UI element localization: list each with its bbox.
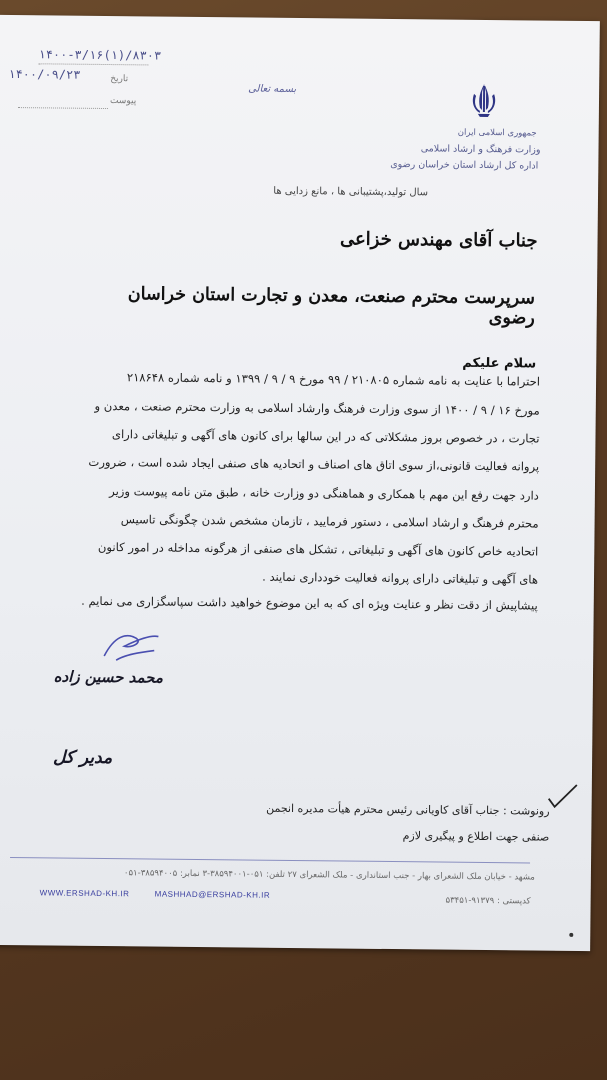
cc-checkmark-icon [547,781,581,811]
date-label: تاریخ [110,74,129,85]
footer-rule [10,857,530,863]
basmala-mark: بسمه تعالی [248,83,297,95]
letter-paper [0,15,600,951]
recipient-title: سرپرست محترم صنعت، معدن و تجارت استان خراسان رضوی [127,284,536,329]
footer-address: مشهد - خیابان ملک الشعرای بهار - جنب استانداری - ملک الشعرای ۲۷ تلفن: ۰۵۱-۳۸۵۹۴۰۰۱-۳ نمابر: ۳۸۵۹۴۰۰۵-۰۵۱ [123,868,535,883]
letter-number: ۱۴۰۰-۳/۱۶(۱)/۸۳۰۳ [38,47,162,63]
body-line: مورخ ۱۶ / ۹ / ۱۴۰۰ از سوی وزارت فرهنگ وارشاد اسلامی به وزارت محترم صنعت ، معدن و [94,398,540,418]
footer-website[interactable]: WWW.ERSHAD-KH.IR [39,888,130,899]
body-line: دارد جهت رفع این مهم با همکاری و هماهنگی دو وزارت خانه ، طبق متن نامه پیوست وزیر [109,484,539,503]
recipient-name: جناب آقای مهندس خزاعی [339,228,538,252]
year-slogan: سال تولید،پشتیبانی ها ، مانع زدایی ها [273,185,429,199]
iran-emblem-icon [466,80,502,120]
body-line: پروانه فعالیت قانونی،از سوی اتاق های اصناف و اتحادیه های صنفی ایجاد شده است ، ضرورت [88,454,540,474]
greeting: سلام علیکم [462,355,537,372]
body-line: پیشاپیش از دقت نظر و عنایت ویژه ای که به این موضوع خواهید داشت سپاسگزاری می نمایم . [81,593,538,613]
body-line: تجارت ، در خصوص بروز مشکلاتی که در این سالها برای کانون های آگهی و تبلیغاتی دارای [111,427,540,446]
number-line [38,63,148,65]
org-line1: جمهوری اسلامی ایران [457,127,537,139]
paper-dot [569,933,573,937]
signer-title: مدیر کل [52,747,113,769]
handwritten-signature-icon [96,626,166,667]
attachment-label: پیوست [109,96,137,107]
body-line: اتحادیه خاص کانون های آگهی و تبلیغاتی ، تشکل های صنفی از هرگونه مداخله در امور کانون [97,539,539,559]
date-value: ۱۴۰۰/۰۹/۲۳ [8,66,81,82]
body-line: های آگهی و تبلیغاتی دارای پروانه فعالیت خودداری نمایند . [262,569,539,587]
footer-postal: کدپستی : ۹۱۳۷۹-۵۳۴۵۱ [445,895,531,907]
org-line2: وزارت فرهنگ و ارشاد اسلامی [420,143,541,156]
cc-line1: رونوشت : جناب آقای کاویانی رئیس محترم هیأت مدیره انجمن [266,801,550,818]
body-line: احتراما با عنایت به نامه شماره ۲۱۰۸۰۵ / ۹۹ مورخ ۹ / ۹ / ۱۳۹۹ و نامه شماره ۲۱۸۶۴۸ [126,370,541,389]
attachment-line [18,107,108,109]
org-line3: اداره کل ارشاد استان خراسان رضوی [390,158,539,172]
footer-email[interactable]: MASHHAD@ERSHAD-KH.IR [154,889,271,900]
body-line: محترم فرهنگ و ارشاد اسلامی ، دستور فرمایید ، تازمان مشخص شدن چگونگی تاسیس [120,512,539,531]
cc-line2: صنفی جهت اطلاع و پیگیری لازم [402,829,550,844]
signer-name: محمد حسین زاده [53,667,164,687]
